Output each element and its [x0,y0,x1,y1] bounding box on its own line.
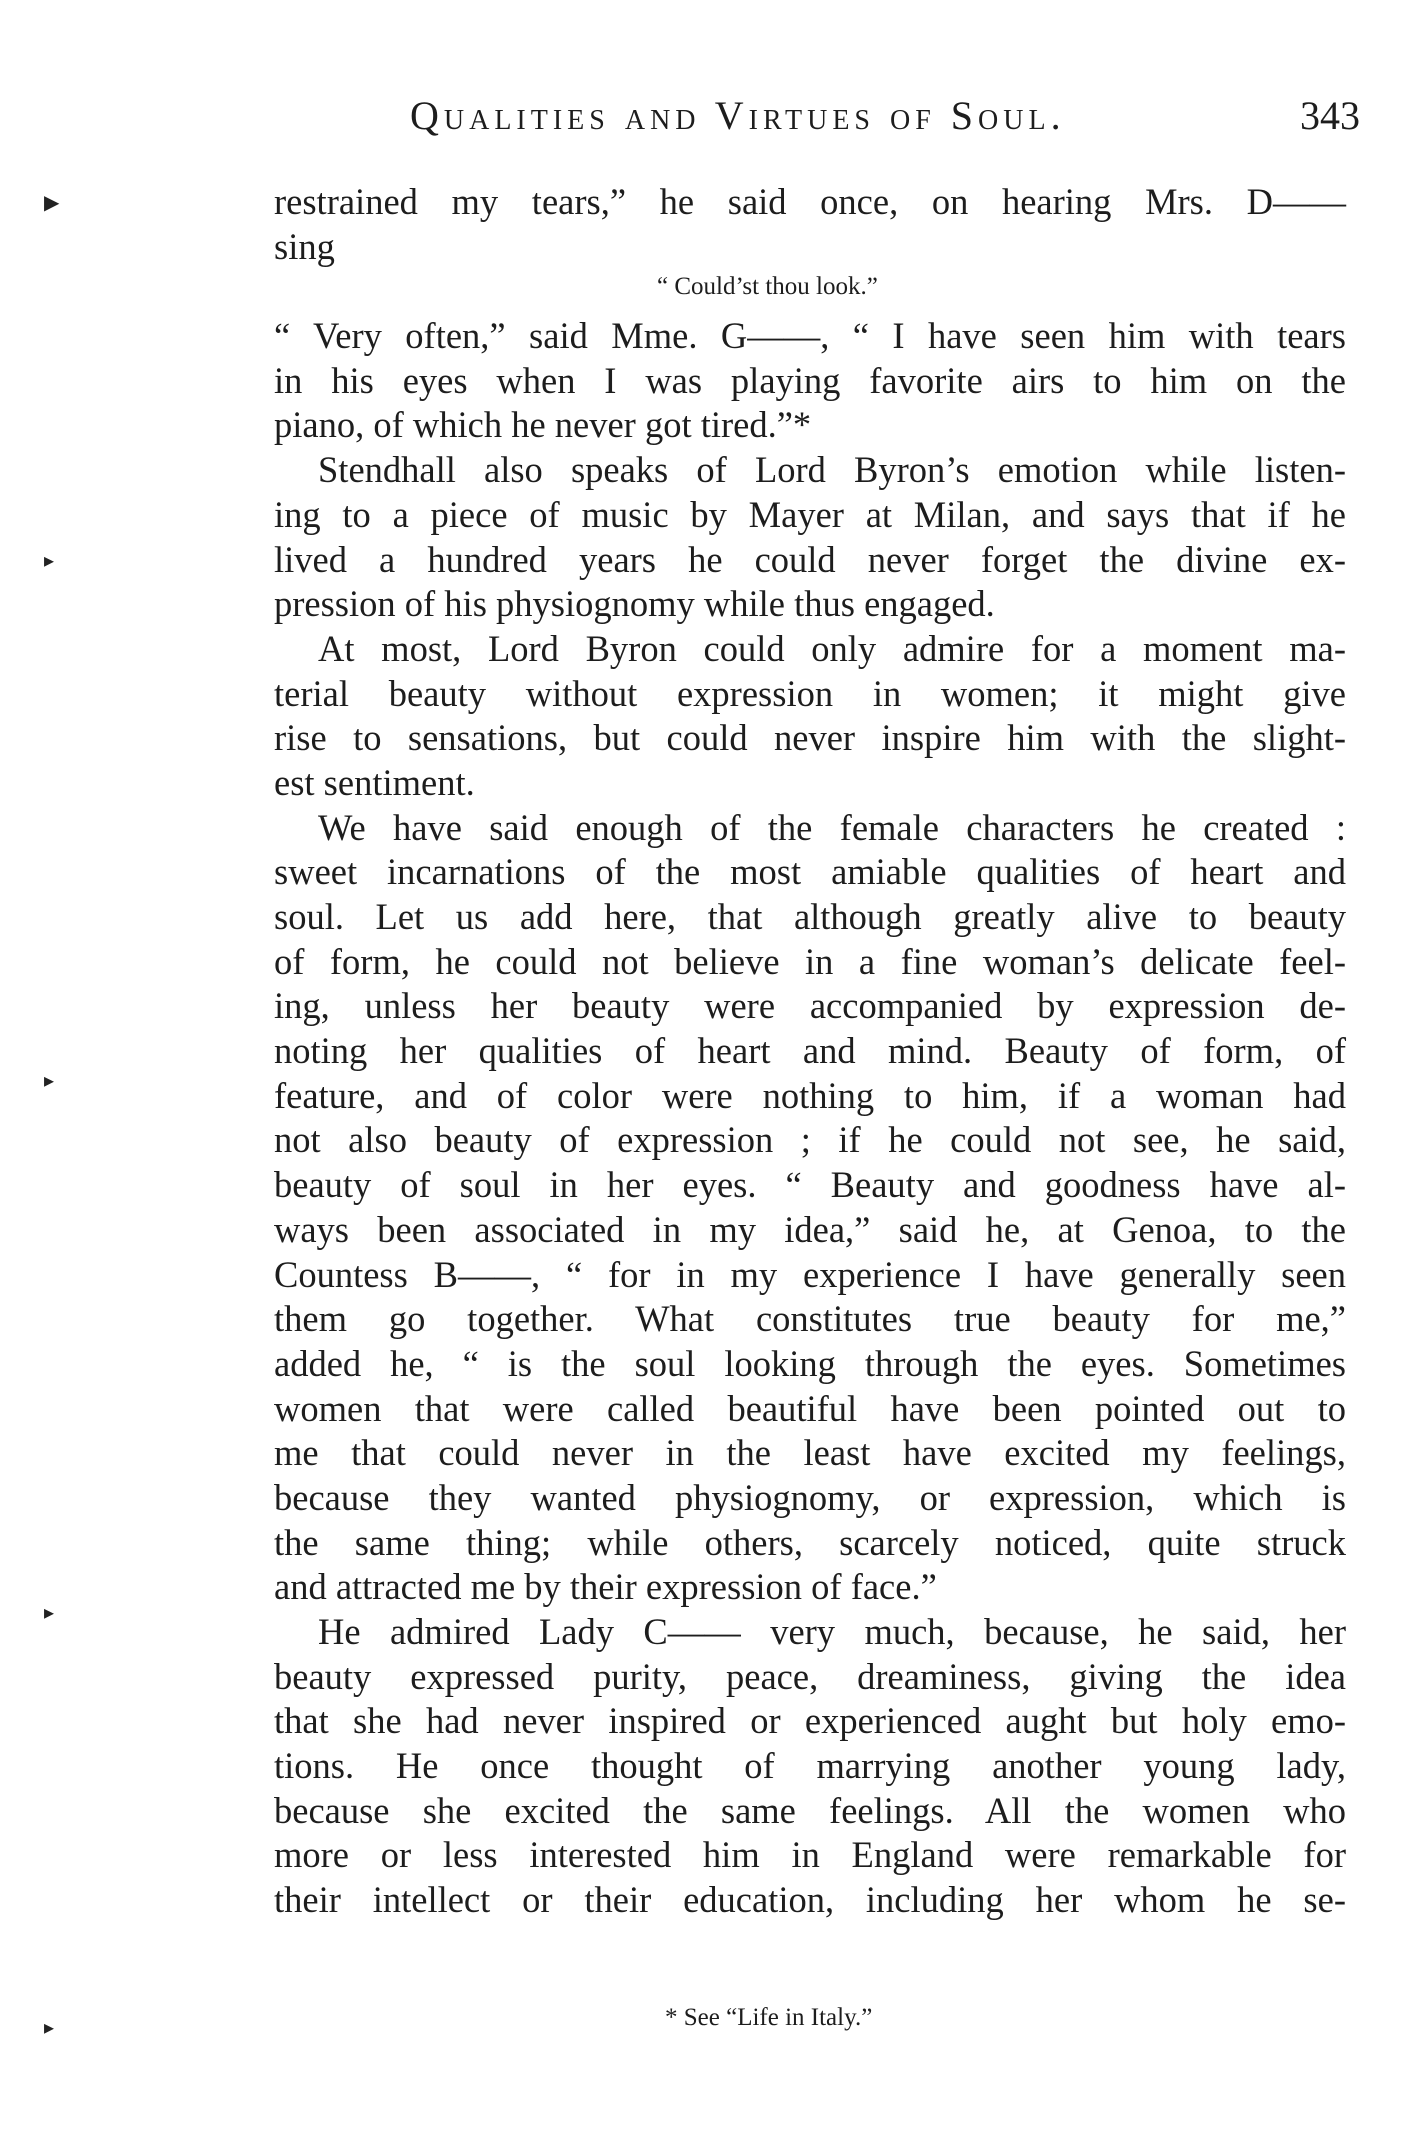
text-line: more or less interested him in England were remarkable for [274,1834,1346,1876]
text-line: Countess B——, “ for in my experience I have generally seen [274,1253,1346,1295]
paragraph-start: We have said enough of the female characters he created : [318,806,1346,848]
text-line: not also beauty of expression ; if he could not see, he said, [274,1119,1346,1161]
margin-mark-icon: ▸ [44,550,55,572]
footnote: * See “Life in Italy.” [665,2004,873,2031]
paragraph-start: At most, Lord Byron could only admire for a moment ma- [318,627,1346,669]
text-line: est sentiment. [274,761,475,803]
text-line: piano, of which he never got tired.”* [274,404,812,446]
margin-mark-icon: ▸ [44,1602,55,1624]
text-line: pression of his physiognomy while thus engaged. [274,583,995,625]
text-line: of form, he could not believe in a fine woman’s delicate feel- [274,940,1346,982]
text-line: “ Very often,” said Mme. G——, “ I have seen him with tears [274,315,1346,357]
margin-mark-icon: ▶ [44,192,60,214]
text-line: restrained my tears,” he said once, on hearing Mrs. D—— [274,181,1346,222]
margin-mark-icon: ▸ [44,1070,55,1092]
text-line: in his eyes when I was playing favorite airs to him on the [274,359,1346,401]
body-text [274,180,1346,1923]
text-line: sing [274,225,335,267]
text-line: them go together. What constitutes true beauty for me,” [274,1298,1346,1340]
text-line: noting her qualities of heart and mind. Beauty of form, of [274,1030,1346,1072]
text-line: lived a hundred years he could never forget the divine ex- [274,538,1346,580]
text-line: ways been associated in my idea,” said he, at Genoa, to the [274,1208,1346,1250]
text-line: women that were called beautiful have been pointed out to [274,1387,1346,1429]
text-line: added he, “ is the soul looking through the eyes. Sometimes [274,1342,1346,1384]
text-line: soul. Let us add here, that although greatly alive to beauty [274,896,1346,937]
text-line: rise to sensations, but could never inspire him with the slight- [274,717,1346,759]
text-line: beauty of soul in her eyes. “ Beauty and goodness have al- [274,1164,1346,1206]
running-header [270,92,1360,152]
text-line: ing, unless her beauty were accompanied by expression de- [274,985,1346,1027]
text-line: the same thing; while others, scarcely noticed, quite struck [274,1521,1346,1563]
running-title: Qualities and Virtues of Soul. [410,93,1066,138]
paragraph-start: He admired Lady C—— very much, because, he said, her [318,1611,1346,1652]
text-line: that she had never inspired or experienced aught but holy emo- [274,1700,1346,1742]
text-line: their intellect or their education, including her whom he se- [274,1879,1346,1921]
text-line: me that could never in the least have excited my feelings, [274,1432,1346,1474]
text-line: feature, and of color were nothing to him, if a woman had [274,1074,1346,1116]
text-line: and attracted me by their expression of face.” [274,1566,937,1608]
text-line: because they wanted physiognomy, or expression, which is [274,1476,1346,1518]
text-line: terial beauty without expression in women; it might give [274,672,1346,714]
text-line: because she excited the same feelings. All the women who [274,1789,1346,1831]
text-line: tions. He once thought of marrying another young lady, [274,1745,1346,1787]
paragraph-start: Stendhall also speaks of Lord Byron’s emotion while listen- [318,449,1346,491]
text-line: ing to a piece of music by Mayer at Milan, and says that if he [274,493,1346,535]
margin-mark-icon: ▸ [44,2017,55,2039]
text-line: sweet incarnations of the most amiable qualities of heart and [274,851,1346,893]
quoted-song-title: “ Could’st thou look.” [657,273,878,301]
text-line: beauty expressed purity, peace, dreaminess, giving the idea [274,1655,1346,1697]
page-number: 343 [1300,93,1360,138]
